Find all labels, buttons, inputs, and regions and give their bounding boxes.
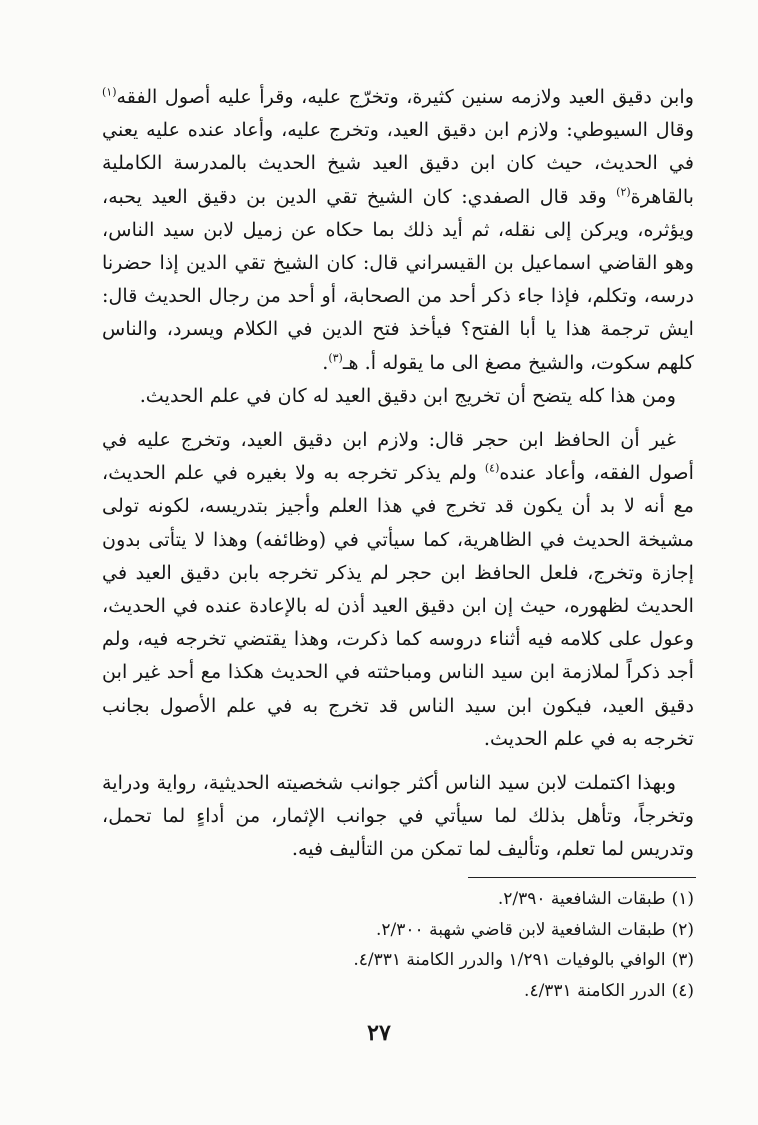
paragraph-1-text-a: وابن دقيق العيد ولازمه سنين كثيرة، وتخرّج عليه، وقرأ عليه أصول الفقه [116,85,694,108]
footnote-2 [94,915,694,946]
paragraph-1-text-c: وقد قال الصفدي: كان الشيخ تقي الدين بن دقيق العيد يحبه، ويؤثره، ويركن إلى نقله، ثم أيد ذلك بما حكاه عن زميل لابن سيد الناس، وهو القاضي اسماعيل بن القيسراني قال: كان الشيخ تقي الدين إذا حضرنا درسه، وتكلم، فإذا جاء ذكر أحد من الصحابة، أو أحد من رجال الحديث قال: ايش ترجمة هذا يا أبا الفتح؟ فيأخذ فتح الدين في الكلام ويسرد، والناس كلهم سكوت، والشيخ مصغ الى ما يقوله أ. هـ [102,184,694,374]
footnote-4-text: الدرر الكامنة ٤/٣٣١. [524,980,666,1001]
paragraph-4 [102,766,694,866]
page-number: ٢٧ [367,1020,391,1046]
paragraph-2-text: ومن هذا كله يتضح أن تخريج ابن دقيق العيد له كان في علم الحديث. [139,383,676,407]
main-text [102,80,694,866]
footnote-3 [94,945,694,976]
footnote-4-number: (٤) [671,980,694,1001]
footnote-1-text: طبقات الشافعية ٢/٣٩٠. [497,889,666,909]
footnote-2-text: طبقات الشافعية لابن قاضي شهبة ٢/٣٠٠. [376,919,666,940]
paragraph-1 [102,80,694,379]
paragraph-4-text: وبهذا اكتملت لابن سيد الناس أكثر جوانب شخصيته الحديثية، رواية ودراية وتخرجاً، وتأهل بذلك لما سيأتي في جوانب الإثمار، من أداءٍ لما تحمل، وتدريس لما تعلم، وتأليف لما تمكن من التأليف فيه. [102,771,694,861]
footnote-ref-4: (٤) [484,461,500,475]
footnote-2-number: (٢) [671,919,694,940]
footnote-divider [468,877,696,878]
paragraph-3 [102,423,694,755]
footnote-3-number: (٣) [671,950,694,970]
footnote-ref-1: (١) [102,85,117,99]
footnote-1-number: (١) [671,889,694,909]
footnote-ref-2: (٢) [616,185,631,199]
footnote-1 [94,884,694,915]
paragraph-2 [102,379,694,412]
footnote-3-text: الوافي بالوفيات ١/٢٩١ والدرر الكامنة ٤/٣٣١. [353,950,666,970]
paragraph-1-text-b: وقال السيوطي: ولازم ابن دقيق العيد، وتخرج عليه، وأعاد عنده عليه يعني في الحديث، حيث كان ابن دقيق العيد شيخ الحديث بالمدرسة الكاملية بالقاهرة [102,118,694,208]
footnotes [94,884,694,1006]
footnote-4 [94,976,694,1007]
paragraph-3-text-b: ولم يذكر تخرجه به ولا بغيره في علم الحديث، مع أنه لا بد أن يكون قد تخرج في هذا العلم وأجيز بتدريسه، لكونه تولى مشيخة الحديث في الظاهرية، كما سيأتي في (وظائفه) وهذا لا يتأتى بدون إجازة وتخرج، فلعل الحافظ ابن حجر لم يذكر تخرجه بابن دقيق العيد في الحديث لظهوره، حيث إن ابن دقيق العيد أذن له بالإعادة عنده في الحديث، وعول على كلامه فيه أثناء دروسه كما ذكرت، وهذا يقتضي تخرجه فيه، ولم أجد ذكراً لملازمة ابن سيد الناس ومباحثته في الحديث هكذا مع أحد غير ابن دقيق العيد، فيكون ابن سيد الناس قد تخرج به في علم الأصول بجانب تخرجه به في علم الحديث. [102,461,694,750]
footnote-ref-3: (٣) [328,351,343,365]
paragraph-3-text-a: غير أن الحافظ ابن حجر قال: ولازم ابن دقيق العيد، وتخرج عليه في أصول الفقه، وأعاد عنده [102,428,694,485]
paragraph-1-text-d: . [322,350,329,374]
